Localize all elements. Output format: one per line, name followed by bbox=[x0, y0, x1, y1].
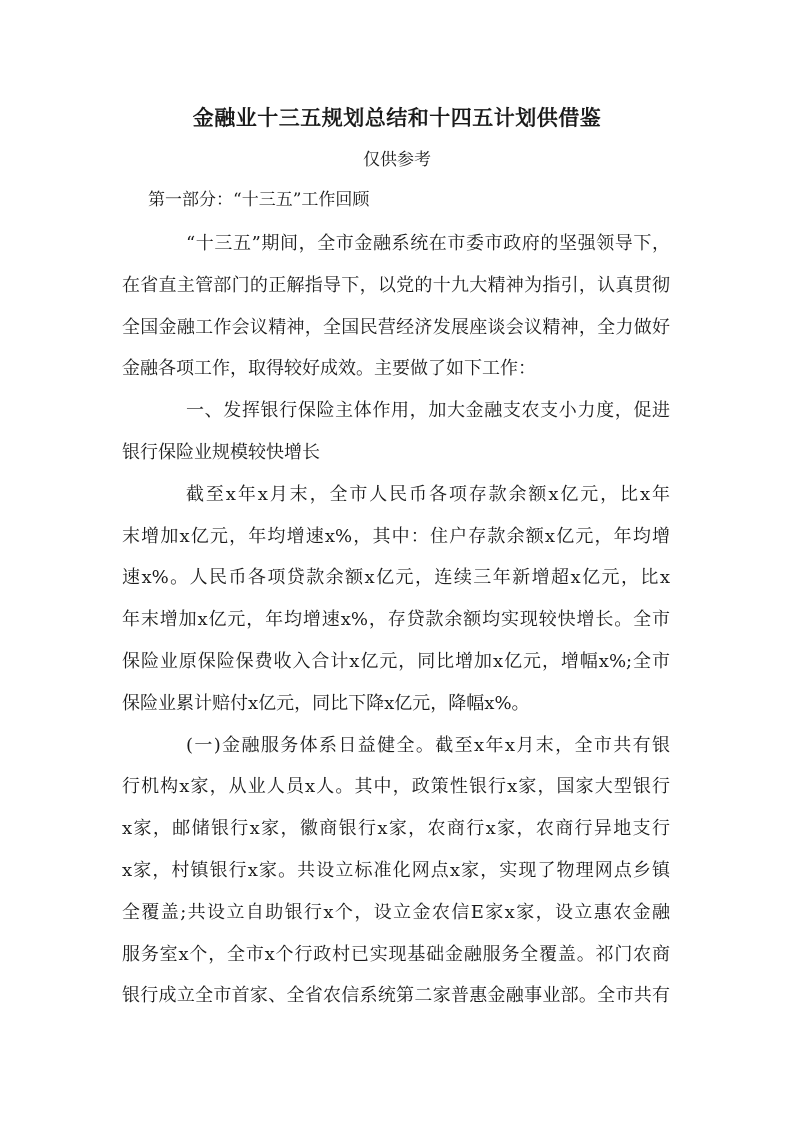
body-line: 一、发挥银行保险主体作用，加大金融支农支小力度，促进 bbox=[186, 400, 670, 421]
body-line: 在省直主管部门的正解指导下，以党的十九大精神为指引，认真贯彻 bbox=[122, 275, 670, 296]
body-line: 末增加x亿元，年均增速x%，其中：住户存款余额x亿元，年均增 bbox=[122, 526, 670, 547]
body-line: 服务室x个，全市x个行政村已实现基础金融服务全覆盖。祁门农商 bbox=[122, 944, 670, 965]
body-line: 银行保险业规模较快增长 bbox=[122, 442, 320, 463]
body-line: 年末增加x亿元，年均增速x%，存贷款余额均实现较快增长。全市 bbox=[122, 609, 670, 630]
body-line: x家，邮储银行x家，徽商银行x家，农商行x家，农商行异地支行 bbox=[122, 818, 670, 839]
body-line: 保险业原保险保费收入合计x亿元，同比增加x亿元，增幅x%;全市 bbox=[122, 651, 670, 672]
body-line: 全国金融工作会议精神，全国民营经济发展座谈会议精神，全力做好 bbox=[122, 317, 670, 338]
section-heading: 第一部分：“十三五”工作回顾 bbox=[148, 190, 370, 210]
body-line: 行机构x家，从业人员x人。其中，政策性银行x家，国家大型银行 bbox=[122, 776, 670, 797]
body-line: “十三五”期间，全市金融系统在市委市政府的坚强领导下， bbox=[186, 233, 670, 254]
body-line: 保险业累计赔付x亿元，同比下降x亿元，降幅x%。 bbox=[122, 693, 530, 714]
body-line: x家，村镇银行x家。共设立标准化网点x家，实现了物理网点乡镇 bbox=[122, 860, 670, 881]
document-subtitle: 仅供参考 bbox=[363, 150, 431, 170]
document-title: 金融业十三五规划总结和十四五计划供借鉴 bbox=[192, 105, 602, 130]
body-line: 金融各项工作，取得较好成效。主要做了如下工作： bbox=[122, 358, 536, 379]
body-line: 全覆盖;共设立自助银行x个，设立金农信E家x家，设立惠农金融 bbox=[122, 902, 670, 923]
body-line: 截至x年x月末，全市人民币各项存款余额x亿元，比x年 bbox=[186, 484, 670, 505]
body-line: 银行成立全市首家、全省农信系统第二家普惠金融事业部。全市共有 bbox=[122, 985, 670, 1006]
body-line: (一)金融服务体系日益健全。截至x年x月末，全市共有银 bbox=[186, 735, 670, 756]
body-line: 速x%。人民币各项贷款余额x亿元，连续三年新增超x亿元，比x bbox=[122, 567, 670, 588]
